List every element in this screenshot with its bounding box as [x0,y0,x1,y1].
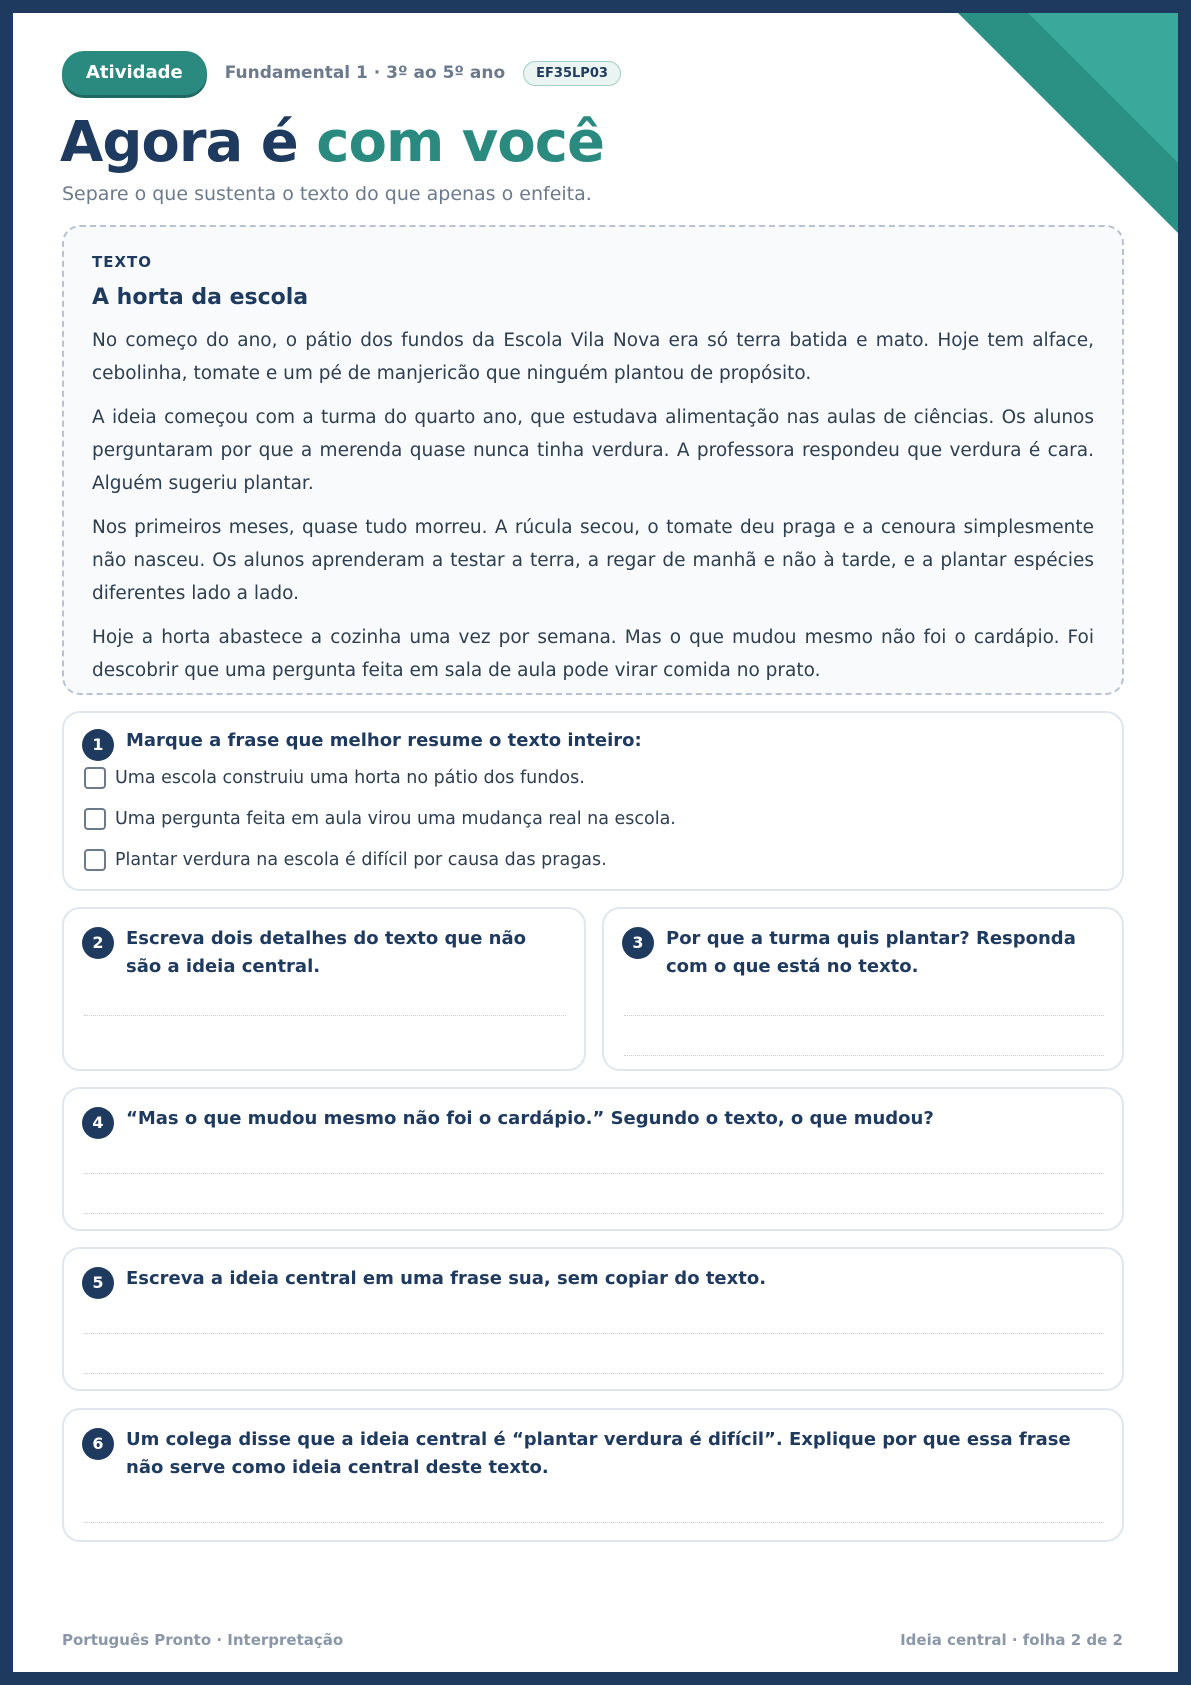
answer-line[interactable] [84,1373,1104,1374]
footer-left: Português Pronto · Interpretação [62,1631,344,1649]
answer-line[interactable] [84,1015,566,1016]
question-4-card [62,1087,1124,1231]
title-main: Agora é [60,110,317,175]
question-number-badge: 1 [82,729,114,761]
text-paragraph: A ideia começou com a turma do quarto ano, que estudava alimentação nas aulas de ciências. Os alunos perguntaram por que a merenda quase nunca tinha verdura. A professora respondeu que verdura é cara. Alguém sugeriu plantar. [92,407,1094,494]
checkbox[interactable] [84,849,106,871]
answer-option-2[interactable] [84,808,676,830]
header-row [62,51,621,95]
checkbox[interactable] [84,808,106,830]
question-text: Marque a frase que melhor resume o texto inteiro: [126,730,642,751]
bncc-code-badge: EF35LP03 [523,61,621,86]
question-text [126,1265,766,1293]
question-1-card [62,711,1124,891]
question-text [126,925,556,981]
question-3-card [602,907,1124,1071]
answer-line[interactable] [84,1522,1104,1523]
text-paragraph: Nos primeiros meses, quase tudo morreu. A rúcula secou, o tomate deu praga e a cenoura simplesmente não nasceu. Os alunos aprenderam a testar a terra, a regar de manhã e não à tarde, e a plantar espécies diferentes lado a lado. [92,517,1094,604]
question-number-badge: 2 [82,927,114,959]
question-text: Por que a turma quis plantar? Responda com o que está no texto. [666,928,1076,977]
text-label: TEXTO [92,253,153,271]
question-text-emphasis: uma frase sua [400,1268,544,1289]
answer-line[interactable] [624,1055,1104,1056]
answer-line[interactable] [624,1015,1104,1016]
activity-badge: Atividade [62,51,207,95]
text-title: A horta da escola [92,285,309,310]
question-number-badge: 4 [82,1107,114,1139]
question-text-emphasis: detalhes [259,928,348,949]
corner-decoration-inner [1028,13,1178,163]
question-number-badge: 5 [82,1267,114,1299]
answer-line[interactable] [84,1333,1104,1334]
footer-right: Ideia central · folha 2 de 2 [900,1631,1123,1649]
question-text-part: , sem copiar do texto. [543,1268,767,1289]
answer-option-1[interactable] [84,767,585,789]
grade-level: Fundamental 1 · 3º ao 5º ano [224,63,506,83]
page-subtitle: Separe o que sustenta o texto do que apenas o enfeita. [62,183,592,205]
question-number-badge: 3 [622,927,654,959]
option-label: Uma escola construiu uma horta no pátio dos fundos. [115,768,585,788]
text-paragraph: Hoje a horta abastece a cozinha uma vez por semana. Mas o que mudou mesmo não foi o cardápio. Foi descobrir que uma pergunta feita em sala de aula pode virar comida no prato. [92,627,1094,681]
question-6-card [62,1408,1124,1542]
option-label: Plantar verdura na escola é difícil por causa das pragas. [115,850,607,870]
answer-option-3[interactable] [84,849,607,871]
question-2-card [62,907,586,1071]
page-title [60,111,604,175]
answer-line[interactable] [84,1173,1104,1174]
answer-line[interactable] [84,1213,1104,1214]
question-number-badge: 6 [82,1428,114,1460]
question-text-part: Escreva dois [126,928,260,949]
question-text: Um colega disse que a ideia central é “plantar verdura é difícil”. Explique por que essa frase não serve como ideia central deste texto. [126,1429,1071,1478]
title-accent: com você [316,110,604,175]
question-text: “Mas o que mudou mesmo não foi o cardápio.” Segundo o texto, o que mudou? [126,1108,934,1129]
question-5-card [62,1247,1124,1391]
question-text-part: do texto que não são a ideia central. [126,928,527,977]
option-label: Uma pergunta feita em aula virou uma mudança real na escola. [115,809,676,829]
question-text-part: Escreva a ideia central em [126,1268,401,1289]
checkbox[interactable] [84,767,106,789]
worksheet-page [13,13,1178,1672]
text-paragraph: No começo do ano, o pátio dos fundos da Escola Vila Nova era só terra batida e mato. Hoje tem alface, cebolinha, tomate e um pé de manjericão que ninguém plantou de propósito. [92,330,1094,384]
reading-text-box [62,225,1124,695]
